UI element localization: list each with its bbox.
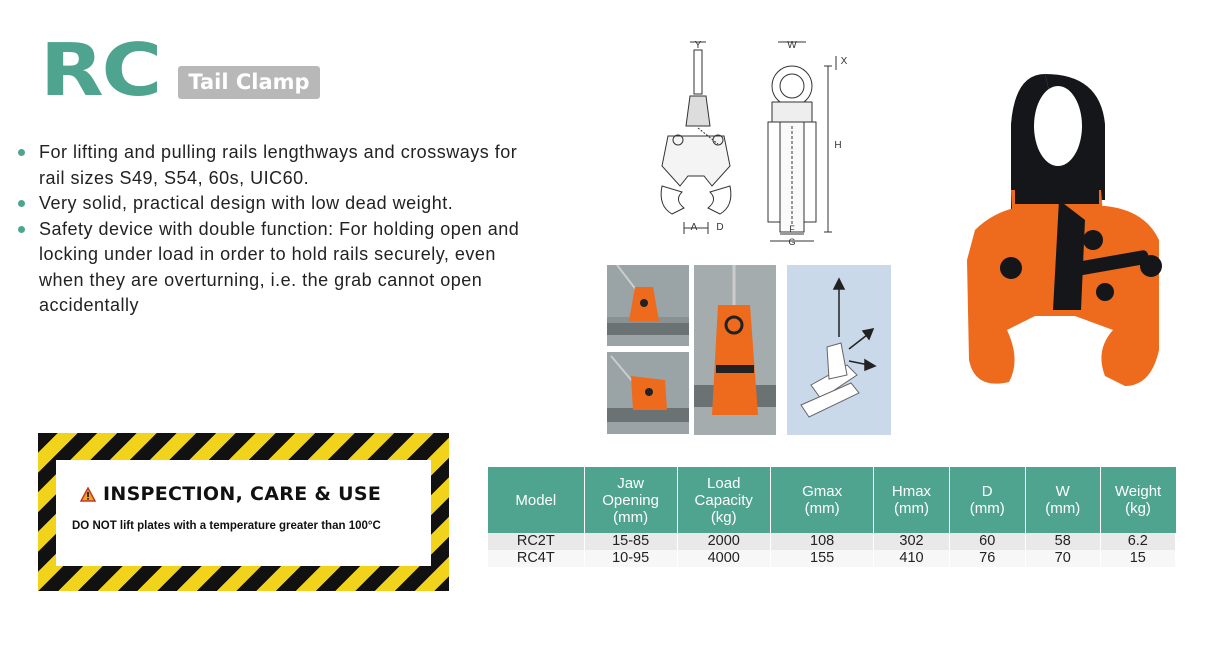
spec-table-cell: 4000 bbox=[677, 550, 770, 567]
spec-header-line: D bbox=[981, 483, 993, 500]
spec-header-cell bbox=[1025, 467, 1100, 533]
spec-header-line: (mm) bbox=[1045, 500, 1081, 517]
spec-header-line: (mm) bbox=[804, 500, 840, 517]
spec-table-cell: 2000 bbox=[677, 533, 770, 550]
spec-table-cell: 60 bbox=[949, 533, 1025, 550]
spec-table-cell: 70 bbox=[1025, 550, 1100, 567]
spec-header-line: W bbox=[1055, 483, 1070, 500]
spec-table-cell: 76 bbox=[949, 550, 1025, 567]
product-photo-rail-clamp bbox=[955, 60, 1175, 400]
dim-w-label: W bbox=[787, 40, 797, 51]
spec-header-line: Model bbox=[515, 491, 557, 509]
spec-header-cell bbox=[584, 467, 677, 533]
usage-photo-closeup bbox=[694, 265, 776, 435]
spec-table-cell: 108 bbox=[770, 533, 874, 550]
spec-table-cell: 410 bbox=[874, 550, 949, 567]
spec-table-cell: 10-95 bbox=[584, 550, 677, 567]
spec-header-cell bbox=[488, 467, 584, 533]
spec-table-header-row bbox=[488, 467, 1176, 533]
spec-header-line: (kg) bbox=[710, 508, 737, 526]
spec-table-cell: 15 bbox=[1100, 550, 1175, 567]
bullet-dot-icon bbox=[18, 149, 25, 156]
feature-text: Very solid, practical design with low dead weight. bbox=[39, 193, 454, 213]
spec-header-line: Weight bbox=[1114, 483, 1162, 500]
spec-table-cell: 6.2 bbox=[1100, 533, 1175, 550]
spec-header-line: Gmax bbox=[802, 483, 843, 500]
spec-table-cell: 155 bbox=[770, 550, 874, 567]
spec-header-cell bbox=[874, 467, 949, 533]
safety-warning-panel bbox=[38, 433, 449, 591]
bullet-dot-icon bbox=[18, 200, 25, 207]
dim-g-label: G bbox=[788, 237, 796, 246]
dim-y-label: Y bbox=[694, 40, 702, 51]
warning-title-text: INSPECTION, CARE & USE bbox=[103, 483, 382, 505]
feature-item bbox=[18, 140, 528, 191]
spec-table-row bbox=[488, 533, 1176, 550]
spec-header-line: (mm) bbox=[893, 500, 929, 517]
specification-table bbox=[488, 467, 1176, 567]
feature-text: Safety device with double function: For holding open and locking under load in order to hold rails securely, even when they are overturning, i.e. the grab cannot open accidentally bbox=[39, 218, 520, 315]
dim-a-label: A bbox=[690, 222, 698, 233]
spec-table-body bbox=[488, 533, 1176, 567]
usage-photo-lifting bbox=[607, 265, 689, 346]
usage-direction-diagram bbox=[787, 265, 891, 435]
product-code: RC bbox=[40, 28, 160, 112]
technical-drawing-front-view bbox=[654, 36, 738, 242]
spec-header-line: Capacity bbox=[694, 491, 753, 509]
spec-header-line: (mm) bbox=[969, 500, 1005, 517]
feature-text: For lifting and pulling rails lengthways and crossways for rail sizes S49, S54, 60s, UIC60. bbox=[39, 142, 518, 188]
spec-table-cell: 58 bbox=[1025, 533, 1100, 550]
spec-table-cell: RC4T bbox=[488, 550, 584, 567]
feature-item bbox=[18, 217, 528, 319]
dim-f-label: F bbox=[789, 224, 795, 234]
spec-header-cell bbox=[1100, 467, 1175, 533]
warning-text: DO NOT lift plates with a temperature greater than 100°C bbox=[72, 520, 381, 532]
spec-header-line: Jaw bbox=[617, 474, 644, 492]
bullet-dot-icon bbox=[18, 226, 25, 233]
spec-header-line: Hmax bbox=[891, 483, 932, 500]
feature-list bbox=[18, 140, 528, 319]
dim-d-label: D bbox=[716, 222, 724, 233]
warning-triangle-icon bbox=[80, 487, 96, 502]
technical-drawing-side-view bbox=[756, 36, 856, 246]
dim-x-label: X bbox=[840, 56, 848, 67]
warning-title bbox=[80, 483, 381, 505]
spec-header-line: (kg) bbox=[1125, 500, 1151, 517]
product-subtitle-badge: Tail Clamp bbox=[178, 66, 320, 99]
spec-table-cell: RC2T bbox=[488, 533, 584, 550]
dim-h-label: H bbox=[834, 140, 842, 151]
spec-table-cell: 302 bbox=[874, 533, 949, 550]
spec-header-line: Opening bbox=[602, 491, 659, 509]
spec-table-cell: 15-85 bbox=[584, 533, 677, 550]
spec-header-line: Load bbox=[707, 474, 741, 492]
spec-header-cell bbox=[949, 467, 1025, 533]
spec-table-row bbox=[488, 550, 1176, 567]
spec-header-cell bbox=[770, 467, 874, 533]
spec-header-line: (mm) bbox=[613, 508, 649, 526]
spec-header-cell bbox=[677, 467, 770, 533]
feature-item bbox=[18, 191, 528, 217]
usage-photo-pulling bbox=[607, 352, 689, 434]
safety-warning-content bbox=[56, 460, 431, 566]
